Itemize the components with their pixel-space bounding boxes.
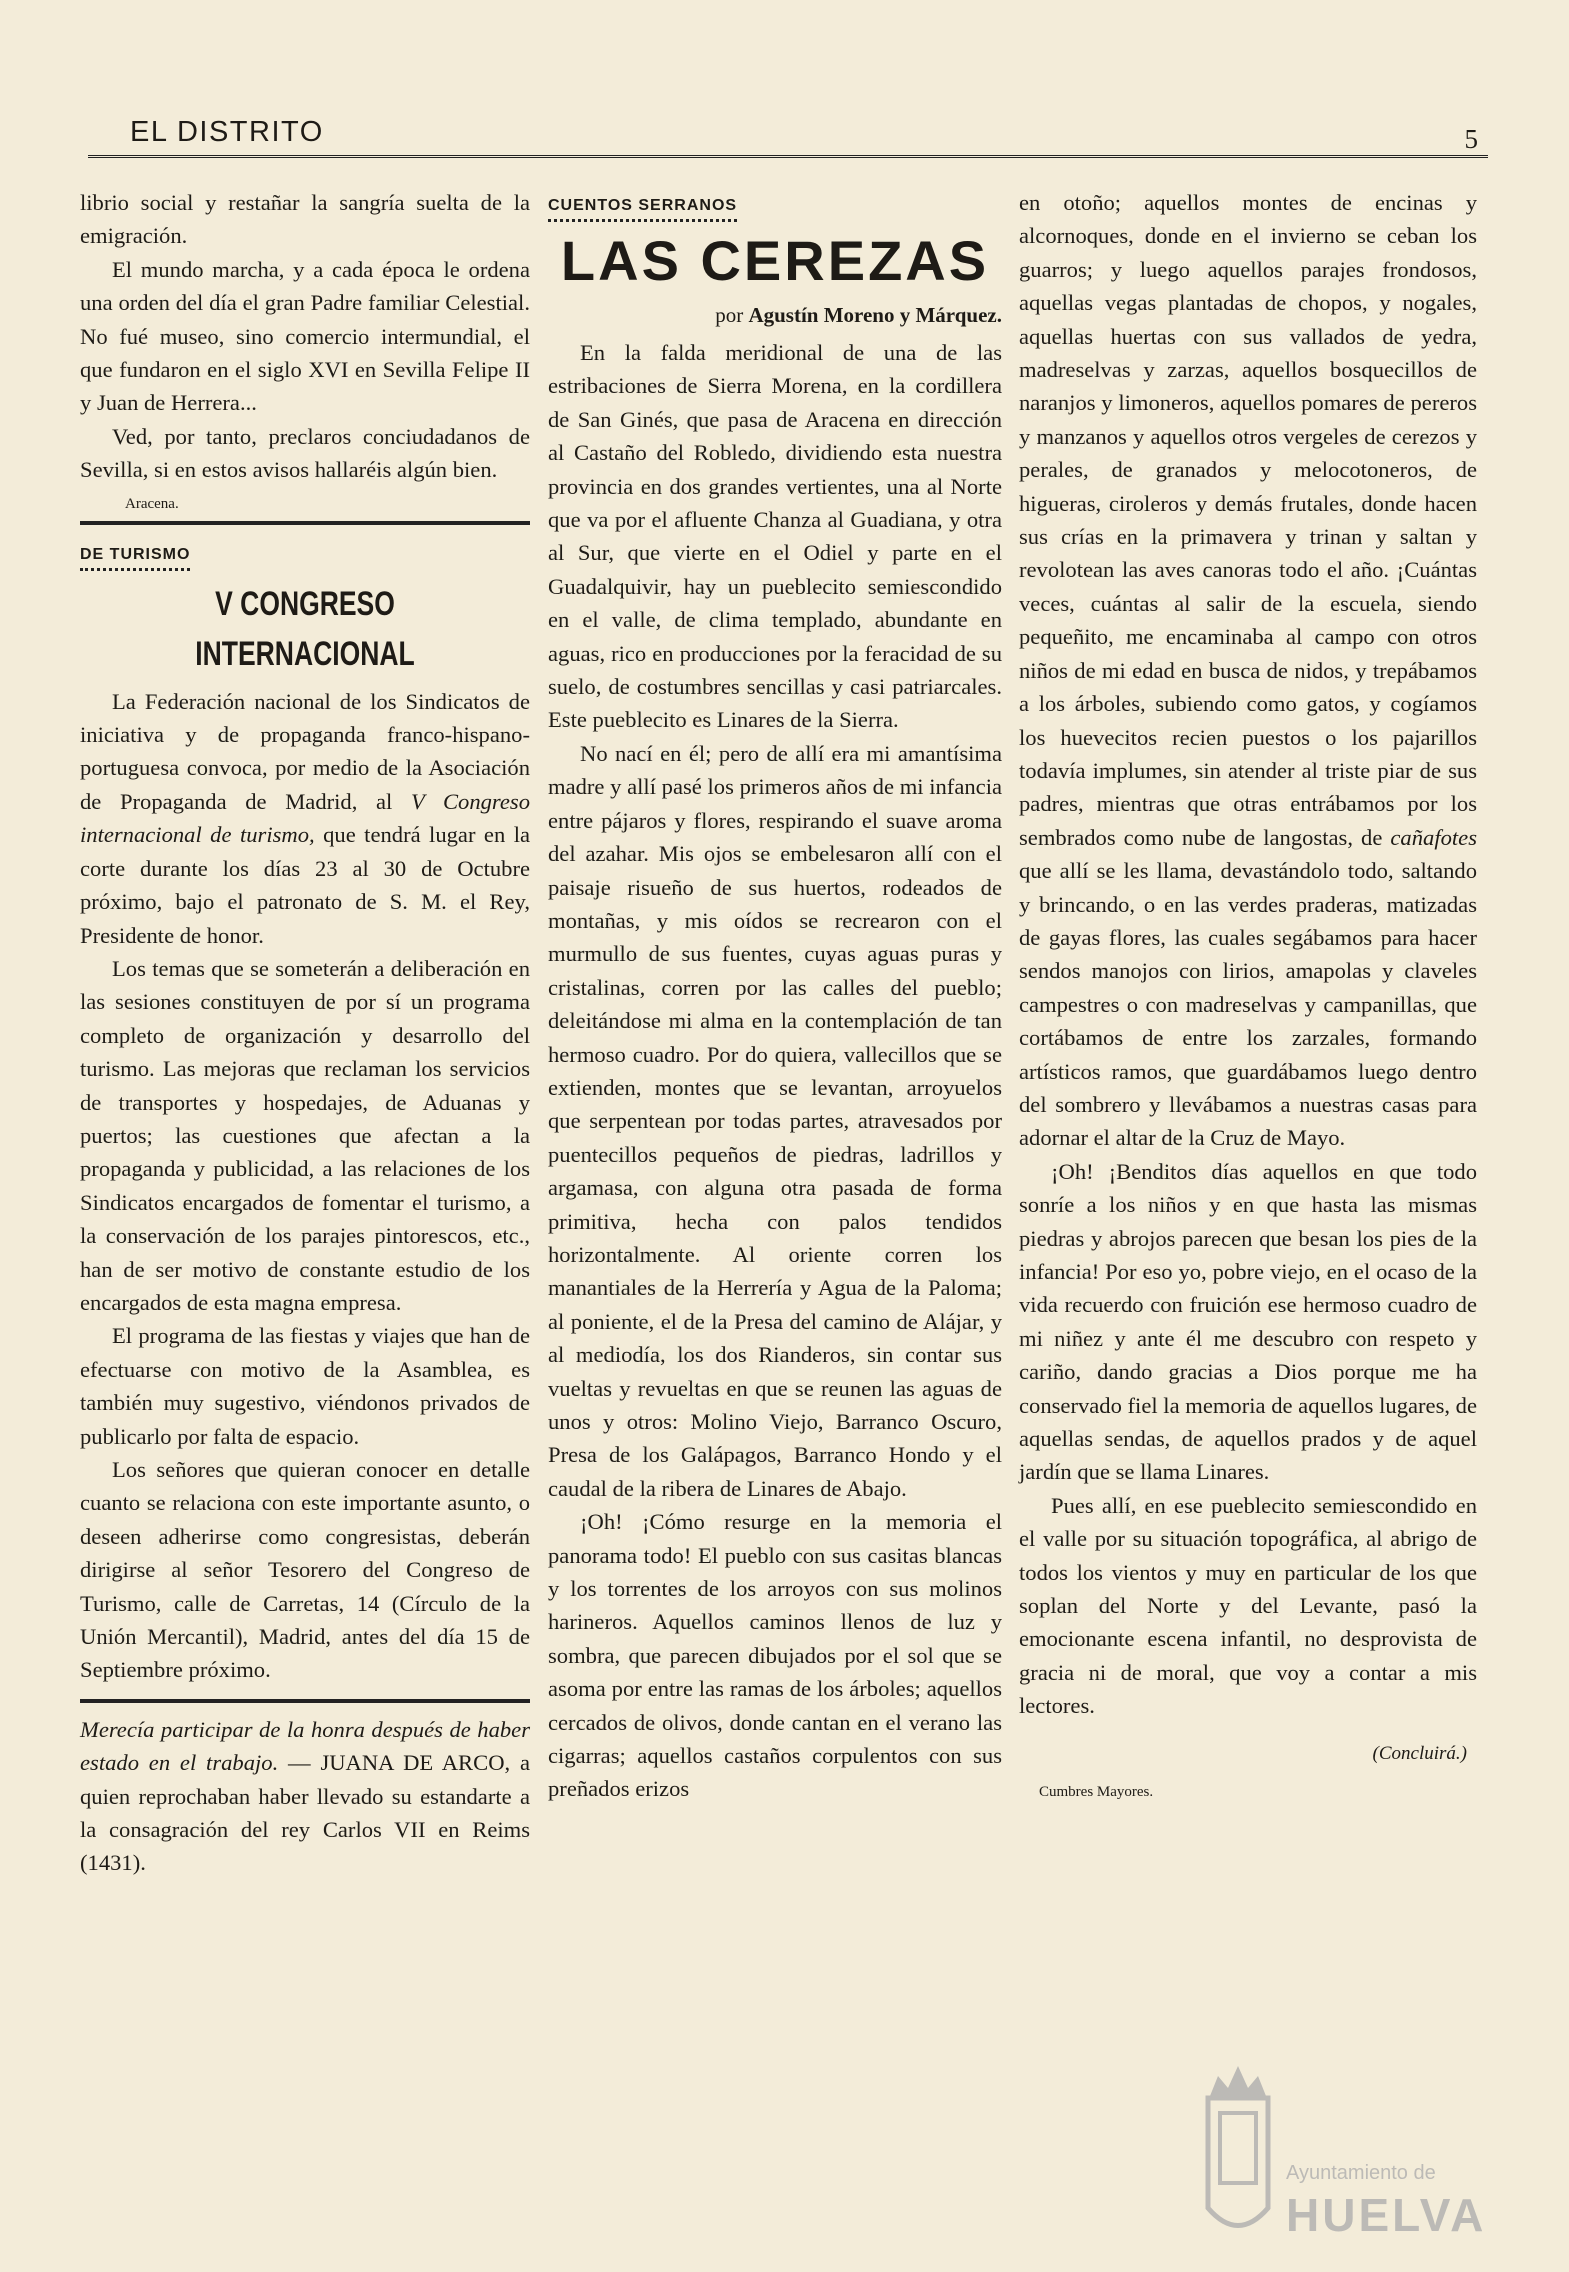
paragraph: En la falda meridional de una de las estribaciones de Sierra Morena, en la cordillera de San Ginés, que pasa de Aracena en dirección al Castaño del Robledo, dividiendo esta nuestra provincia en dos grandes vertientes, una al Norte que va por el afluente Chanza al Guadiana, y otra al Sur, que vierte en el Odiel y parte en el Guadalquivir, hay un pueblecito semiescondido en el valle, de clima templado, abundante en aguas, rico en producciones por la feracidad de su suelo, de costumbres sencillas y casi patriarcales. Este pueblecito es Linares de la Sierra. (548, 340, 1002, 733)
section-label: CUENTOS SERRANOS (548, 195, 737, 222)
text-run: que tendrá lugar en la corte durante los días 23 al 30 de Octubre próximo, bajo el patronato de S. M. el Rey, Presidente de honor. (80, 822, 530, 948)
page-header (88, 114, 1488, 158)
paragraph: Ved, por tanto, preclaros conciudadanos de Sevilla, si en estos avisos hallaréis algún bien. (80, 423, 530, 483)
paragraph: El mundo marcha, y a cada época le ordena una orden del día el gran Padre familiar Celestial. No fué museo, sino comercio intermundial, el que fundaron en el siglo XVI en Sevilla Felipe II y Juan de Herrera... (80, 256, 530, 416)
section-label-wrap (548, 186, 1002, 222)
paragraph: No nací en él; pero de allí era mi amantísima madre y allí pasé los primeros años de mi infancia entre pájaros y flores, respirando el suave aroma del azahar. Mis ojos se embelesaron allí con el paisaje risueño de sus huertos, rodeados de montañas, y mis oídos se recrearon con el murmullo de sus fuentes, cuyas aguas puras y cristalinas, corren por las calles del pueblo; deleitándose mi alma en la contemplación de tan hermoso cuadro. Por do quiera, vallecillos que se extienden, montes que se levantan, arroyuelos que serpentean por todas partes, atravesados por puentecillos pequeños de piedras, ladrillos y argamasa, con alguna otra pasada de forma primitiva, hecha con palos tendidos horizontalmente. Al oriente corren los manantiales de la Herrería y Agua de la Paloma; al poniente, el de la Presa del camino de Alájar, y al mediodía, los dos Rianderos, sin contar sus vueltas y revueltas en que se reunen las aguas de unos y otros: Molino Viejo, Barranco Oscuro, Presa de los Galápagos, Barranco Hondo y el caudal de la ribera de Linares de Abajo. (548, 740, 1002, 1501)
dateline-place: Cumbres Mayores. (1039, 1784, 1154, 1801)
paragraph (80, 685, 530, 952)
quote-block (80, 1713, 530, 1880)
story-headline: LAS CEREZAS (560, 229, 990, 292)
text-run: La Federación nacional de los Sindicatos de iniciativa y de propaganda franco-hispano-portuguesa convoca, por medio de la Asociación de Propaganda de Madrid, al (80, 688, 530, 814)
section-label: DE TURISMO (80, 544, 190, 571)
newspaper-title: EL DISTRITO (130, 116, 324, 148)
byline-prefix: por (715, 303, 749, 327)
section-label-wrap (80, 535, 530, 571)
paragraph: Los señores que quieran conocer en detalle cuanto se relaciona con este importante asunto, o deseen adherirse como congresistas, deberán dirigirse al señor Tesorero del Congreso de Turismo, calle de Carretas, 14 (Círculo de la Unión Mercantil), Madrid, antes del día 15 de Septiembre próximo. (80, 1457, 530, 1683)
watermark-org: Ayuntamiento de (1286, 2162, 1436, 2184)
text-run: que allí se les llama, devastándolo todo, saltando y brincando, o en las verdes praderas, matizadas de gayas flores, las cuales segábamos para hacer sendos manojos con lirios, amapolas y claveles campestres o con madreselvas y campanillas, que cortábamos de entre los zarzales, formando artísticos ramos, que guardábamos luego dentro del sombrero y llevábamos a nuestras casas para adornar el altar de la Cruz de Mayo. (1019, 858, 1477, 1151)
header-rule (88, 155, 1488, 158)
text-run: en otoño; aquellos montes de encinas y alcornoques, donde en el invierno se ceban los guarros; y luego aquellos parajes frondosos, aquellas vegas plantadas de chopos, y nogales, aquellas huertas con sus vallados de yedra, madreselvas y zarzas, aquellos bosquecillos de naranjos y limoneros, aquellos pomares de pereros y manzanos y aquellos otros vergeles de cerezos y perales, de granados y melocotoneros, de higueras, ciroleros y demás frutales, donde hacen sus crías en la primavera y trinan y saltan y revolotean las aves canoras todo el año. ¡Cuántas veces, cuántas al salir de la escuela, siendo pequeñito, me encaminaba al campo con otros niños de mi edad en busca de nidos, y trepábamos a los árboles, subiendo como gatos, y cogíamos los huevecitos recien puestos o los pajarillos todavía implumes, sin atender al triste piar de sus padres, mientras que otras entrábamos por los sembrados como nube de langostas, de (1019, 190, 1477, 850)
byline-author: Agustín Moreno y Márquez. (748, 303, 1002, 327)
quote-italic: Merecía participar de la honra después de haber estado en el trabajo. (80, 1716, 530, 1776)
paragraph: Pues allí, en ese pueblecito semiescondido en el valle por su situación topográfica, al abrigo de todos los vientos y muy en particular de los que soplan del Norte y del Levante, pasó la emocionante escena infantil, no desprovista de gracia ni de moral, que voy a contar a mis lectores. (1019, 1492, 1477, 1719)
italic-run: V Congreso internacional de turismo, (80, 788, 530, 848)
italic-run: cañafotes (1390, 824, 1477, 850)
section-divider (80, 1699, 530, 1703)
archive-watermark (1198, 2058, 1498, 2258)
page-number: 5 (1464, 124, 1478, 154)
quote-attribution: — JUANA DE ARCO, a quien reprochaban haber llevado su estandarte a la consagración del rey Carlos VII en Reims (1431). (80, 1750, 531, 1876)
column-middle (548, 186, 1002, 1806)
paragraph: Los temas que se someterán a deliberación en las sesiones constituyen de por sí un programa completo de organización y desarrollo del turismo. Las mejoras que reclaman los servicios de transportes y hospedajes, de Aduanas y puertos; las cuestiones que afectan a la propaganda y publicidad, a las relaciones de los Sindicatos encargados de fomentar el turismo, a la conservación de los parajes pintorescos, etc., han de ser motivo de constante estudio de los encargados de esta magna empresa. (80, 955, 530, 1315)
paragraph: librio social y restañar la sangría suelta de la emigración. (80, 190, 530, 249)
paragraph: El programa de las fiestas y viajes que han de efectuarse con motivo de la Asamblea, es también muy sugestivo, viéndonos privados de publicarlo por falta de espacio. (80, 1323, 530, 1449)
section-divider (80, 521, 530, 525)
watermark-city: HUELVA (1286, 2189, 1487, 2241)
to-be-continued: (Concluirá.) (1372, 1742, 1467, 1764)
paragraph: ¡Oh! ¡Cómo resurge en la memoria el panorama todo! El pueblo con sus casitas blancas y los torrentes de los arroyos con sus molinos harineros. Aquellos caminos llenos de luz y sombra, que parecen dibujados por el sol que se asoma por entre las ramas de los árboles; aquellos cercados de olivos, donde cantan en el verano las cigarras; aquellos castaños corpulentos con sus preñados erizos (548, 1509, 1002, 1802)
crest-icon (1198, 2058, 1278, 2248)
column-left (80, 186, 530, 1880)
dateline-place: Aracena. (125, 495, 179, 512)
paragraph (1019, 186, 1477, 1155)
paragraph: ¡Oh! ¡Benditos días aquellos en que todo sonríe a los niños y en que hasta las mismas piedras y abrojos parecen que besan los pies de la infancia! Por eso yo, pobre viejo, en el ocaso de la vida recuerdo con fruición ese hermoso cuadro de mi niñez y ante él me descubro con respeto y cariño, dando gracias a Dios porque me ha conservado fiel la memoria de aquellos lugares, de aquellas sendas, de aquellos prados y de aquel jardín que se llama Linares. (1019, 1158, 1477, 1485)
byline (548, 300, 1002, 330)
column-right (1019, 186, 1477, 1810)
article-headline: V CONGRESO INTERNACIONAL (195, 584, 415, 673)
